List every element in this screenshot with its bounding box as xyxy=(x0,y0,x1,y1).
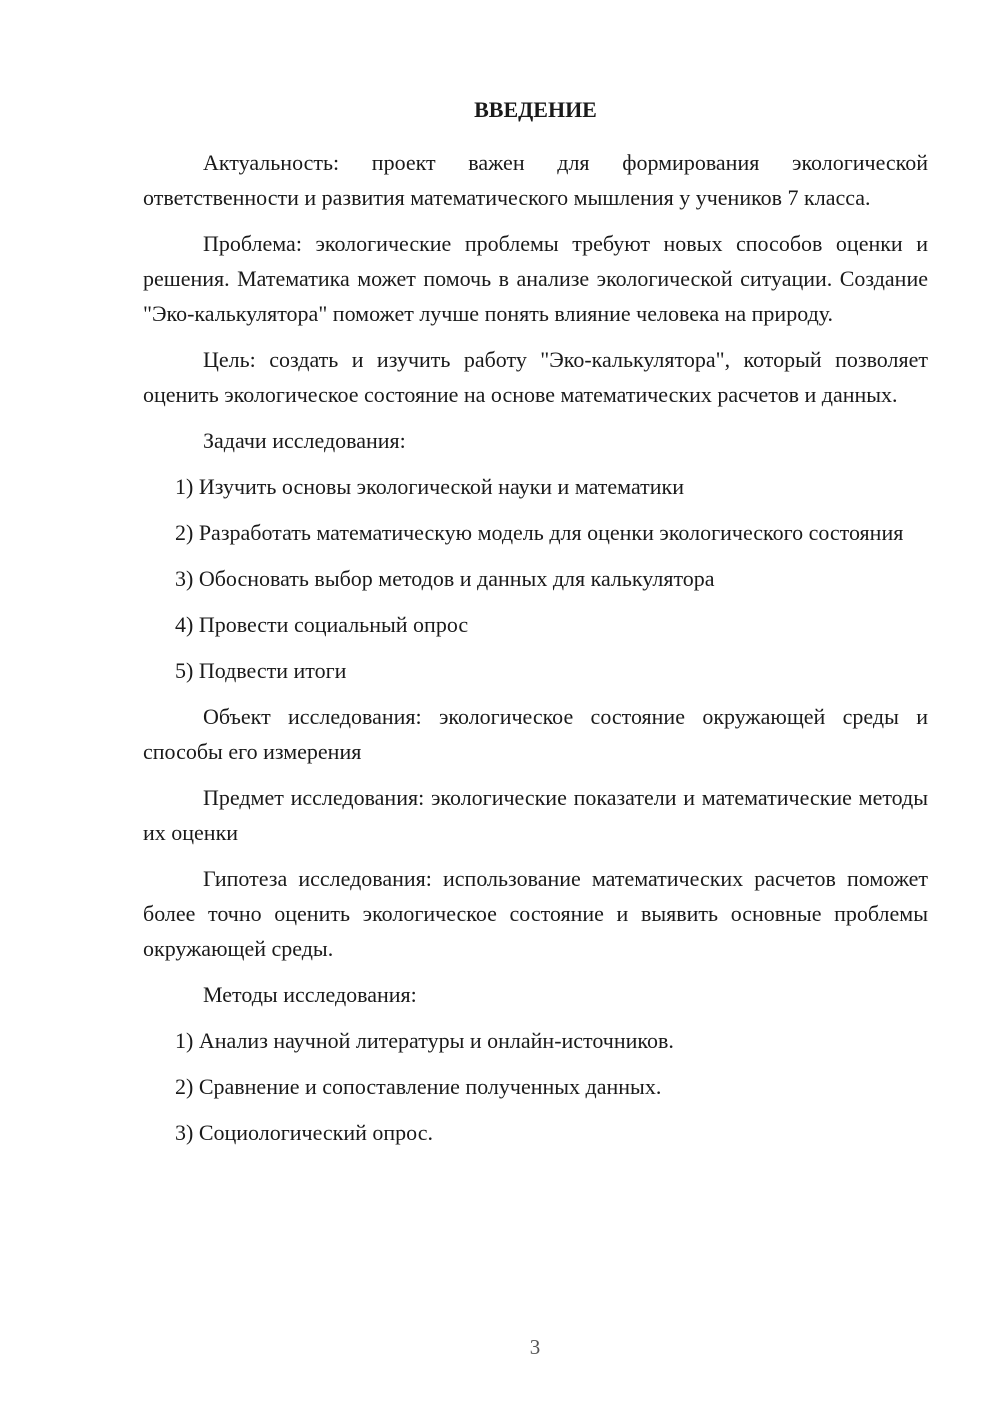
subject-paragraph: Предмет исследования: экологические показатели и математические методы их оценки xyxy=(143,785,928,845)
methods-heading: Методы исследования: xyxy=(203,982,417,1007)
page-title: ВВЕДЕНИЕ xyxy=(474,97,597,122)
tasks-heading: Задачи исследования: xyxy=(203,428,406,453)
method-item-2: 2) Сравнение и сопоставление полученных данных. xyxy=(175,1074,662,1099)
hypothesis-paragraph: Гипотеза исследования: использование математических расчетов поможет более точно оценить экологическое состояние и выявить основные проблемы окружающей среды. xyxy=(143,866,928,961)
task-item-3: 3) Обосновать выбор методов и данных для калькулятора xyxy=(175,566,715,591)
object-paragraph: Объект исследования: экологическое состояние окружающей среды и способы его измерения xyxy=(143,704,928,764)
page-number: 3 xyxy=(529,1335,541,1359)
relevance-paragraph: Актуальность: проект важен для формирования экологической ответственности и развития математического мышления у учеников 7 класса. xyxy=(143,150,928,210)
task-item-1: 1) Изучить основы экологической науки и математики xyxy=(175,474,684,499)
method-item-1: 1) Анализ научной литературы и онлайн-источников. xyxy=(175,1028,674,1053)
method-item-3: 3) Социологический опрос. xyxy=(175,1120,433,1145)
problem-paragraph: Проблема: экологические проблемы требуют новых способов оценки и решения. Математика может помочь в анализе экологической ситуации. Создание "Эко-калькулятора" поможет лучше понять влияние человека на природу. xyxy=(143,231,928,326)
task-item-4: 4) Провести социальный опрос xyxy=(175,612,469,637)
document-page xyxy=(143,95,928,1161)
task-item-2: 2) Разработать математическую модель для оценки экологического состояния xyxy=(175,520,904,545)
task-item-5: 5) Подвести итоги xyxy=(175,658,347,683)
goal-paragraph: Цель: создать и изучить работу "Эко-калькулятора", который позволяет оценить экологическое состояние на основе математических расчетов и данных. xyxy=(143,347,928,407)
